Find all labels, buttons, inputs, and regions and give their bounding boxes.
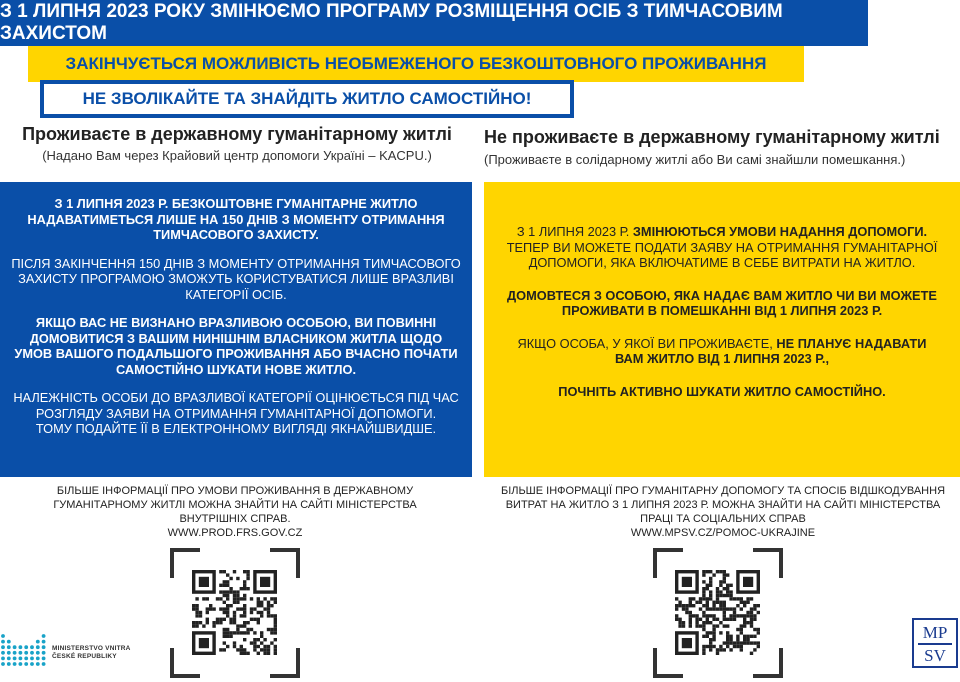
mpsv-logo (912, 618, 958, 668)
right-info-text: БІЛЬШЕ ІНФОРМАЦІЇ ПРО ГУМАНІТАРНУ ДОПОМОГУ ТА СПОСІБ ВІДШКОДУВАННЯ ВИТРАТ НА ЖИТЛО З 1 ЛИПНЯ 2023 Р. МОЖНА ЗНАЙТИ НА САЙТІ МІНІСТЕРСТВА ПРАЦІ ТА СОЦІАЛЬНИХ СПРАВ (500, 485, 946, 525)
right-p2: ДОМОВТЕСЯ З ОСОБОЮ, ЯКА НАДАЄ ВАМ ЖИТЛО ЧИ ВИ МОЖЕТЕ ПРОЖИВАТИ В ПОМЕШКАННІ ВІД 1 ЛИПНЯ 2023 Р. (507, 287, 937, 318)
mv-line1: MINISTERSTVO VNITRA (52, 645, 131, 652)
left-info-box (0, 182, 472, 477)
right-p1-bold: ЗМІНЮЮТЬСЯ УМОВИ НАДАННЯ ДОПОМОГИ. (632, 224, 928, 239)
right-info-box (484, 182, 960, 477)
left-info-text: БІЛЬШЕ ІНФОРМАЦІЇ ПРО УМОВИ ПРОЖИВАННЯ В ДЕРЖАВНОМУ ГУМАНІТАРНОМУ ЖИТЛІ МОЖНА ЗНАЙТИ НА САЙТІ МІНІСТЕРСТВА ВНУТРІШНІХ СПРАВ. (53, 485, 417, 525)
qr-code-icon[interactable] (170, 548, 300, 678)
left-p4: НАЛЕЖНІСТЬ ОСОБИ ДО ВРАЗЛИВОЇ КАТЕГОРІЇ ОЦІНЮЄТЬСЯ ПІД ЧАС РОЗГЛЯДУ ЗАЯВИ НА ОТРИМАННЯ ГУМАНІТАРНОЇ ДОПОМОГИ. (13, 390, 459, 421)
left-more-info (25, 484, 445, 540)
callout-banner: НЕ ЗВОЛІКАЙТЕ ТА ЗНАЙДІТЬ ЖИТЛО САМОСТІЙНО! (40, 80, 574, 118)
right-info-url[interactable]: WWW.MPSV.CZ/POMOC-UKRAJINE (630, 527, 816, 539)
right-p1-end: ТЕПЕР ВИ МОЖЕТЕ ПОДАТИ ЗАЯВУ НА ОТРИМАННЯ ГУМАНІТАРНОЇ ДОПОМОГИ, ЯКА ВКЛЮЧАТИМЕ В СЕБЕ ВИТРАТИ НА ЖИТЛО. (506, 239, 938, 270)
mv-line2: ČESKÉ REPUBLIKY (52, 653, 117, 660)
right-p3-bold: НЕ ПЛАНУЄ НАДАВАТИ ВАМ ЖИТЛО ВІД 1 ЛИПНЯ 2023 Р., (614, 335, 927, 366)
left-subheading: (Надано Вам через Крайовий центр допомоги Україні – KACPU.) (42, 148, 432, 163)
qr-code-icon[interactable] (653, 548, 783, 678)
left-info-url[interactable]: WWW.PROD.FRS.GOV.CZ (167, 527, 303, 539)
ministry-interior-text (52, 645, 131, 661)
right-more-info (500, 484, 946, 540)
left-p2: ПІСЛЯ ЗАКІНЧЕННЯ 150 ДНІВ З МОМЕНТУ ОТРИМАННЯ ТИМЧАСОВОГО ЗАХИСТУ ПРОГРАМОЮ ЗМОЖУТЬ КОРИСТУВАТИСЯ ЛИШЕ ВРАЗЛИВІ КАТЕГОРІЇ ОСІБ. (11, 255, 461, 302)
secondary-banner: ЗАКІНЧУЄТЬСЯ МОЖЛИВІСТЬ НЕОБМЕЖЕНОГО БЕЗКОШТОВНОГО ПРОЖИВАННЯ (28, 46, 804, 82)
left-heading: Проживаєте в державному гуманітарному житлі (22, 124, 452, 144)
left-p3: ЯКЩО ВАС НЕ ВИЗНАНО ВРАЗЛИВОЮ ОСОБОЮ, ВИ ПОВИННІ ДОМОВИТИСЯ З ВАШИМ НИНІШНІМ ВЛАСНИКОМ ЖИТЛА ЩОДО УМОВ ВАШОГО ПОДАЛЬШОГО ПРОЖИВАННЯ АБО ВЧАСНО ПОЧАТИ САМОСТІЙНО ШУКАТИ НОВЕ ЖИТЛО. (14, 315, 458, 377)
right-heading: Не проживаєте в державному гуманітарному житлі (484, 127, 940, 147)
left-p1: З 1 ЛИПНЯ 2023 Р. БЕЗКОШТОВНЕ ГУМАНІТАРНЕ ЖИТЛО НАДАВАТИМЕТЬСЯ ЛИШЕ НА 150 ДНІВ З МОМЕНТУ ОТРИМАННЯ ТИМЧАСОВОГО ЗАХИСТУ. (27, 196, 445, 242)
right-p3 (502, 336, 942, 367)
right-p3-start: ЯКЩО ОСОБА, У ЯКОЇ ВИ ПРОЖИВАЄТЕ, (517, 335, 777, 351)
main-banner: З 1 ЛИПНЯ 2023 РОКУ ЗМІНЮЄМО ПРОГРАМУ РОЗМІЩЕННЯ ОСІБ З ТИМЧАСОВИМ ЗАХИСТОМ (0, 0, 868, 46)
right-p1-start: З 1 ЛИПНЯ 2023 Р. (516, 224, 633, 239)
right-p4: ПОЧНІТЬ АКТИВНО ШУКАТИ ЖИТЛО САМОСТІЙНО. (558, 383, 886, 399)
right-p1 (502, 224, 942, 271)
mpsv-top: MP (922, 623, 948, 642)
left-p5: ТОМУ ПОДАЙТЕ ЇЇ В ЕЛЕКТРОННОМУ ВИГЛЯДІ ЯКНАЙШВИДШЕ. (35, 421, 437, 436)
right-subheading: (Проживаєте в солідарному житлі або Ви самі знайшли помешкання.) (484, 152, 906, 167)
mpsv-bottom: SV (924, 646, 946, 665)
